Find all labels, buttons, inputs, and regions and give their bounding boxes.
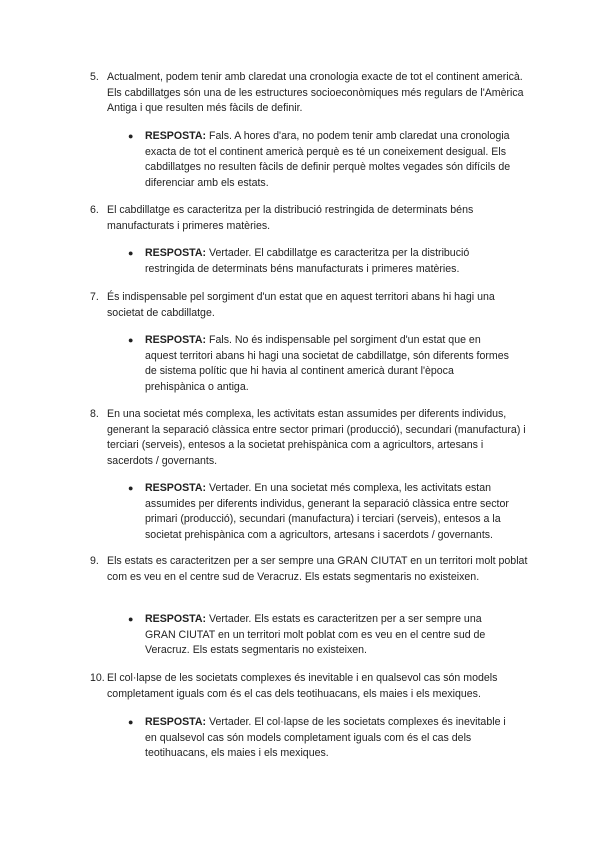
answer-body bbox=[145, 481, 513, 543]
answer-text: Vertader. Els estats es caracteritzen per a ser sempre una GRAN CIUTAT en un territori molt poblat com es veu en el centre sud de Veracruz. Els estats segmentaris no existeixen. bbox=[145, 613, 486, 657]
question-7 bbox=[90, 290, 530, 321]
answer-6 bbox=[128, 246, 513, 277]
answer-8 bbox=[128, 481, 513, 543]
bullet-icon: ● bbox=[128, 614, 134, 624]
question-number: 10. bbox=[90, 672, 105, 684]
answer-text: Vertader. El col·lapse de les societats complexes és inevitable i en qualsevol cas són models completament iguals com és el cas dels teotihuacans, els maies i els mexiques. bbox=[145, 716, 506, 760]
question-8 bbox=[90, 407, 530, 469]
answer-body bbox=[145, 333, 513, 395]
bullet-icon: ● bbox=[128, 248, 134, 258]
answer-label: RESPOSTA: bbox=[145, 334, 207, 346]
answer-body bbox=[145, 612, 513, 659]
answer-5 bbox=[128, 129, 513, 191]
bullet-icon: ● bbox=[128, 131, 134, 141]
question-text: És indispensable pel sorgiment d'un estat que en aquest territori abans hi hagi una societat de cabdillatge. bbox=[107, 291, 495, 319]
bullet-icon: ● bbox=[128, 717, 134, 727]
question-number: 6. bbox=[90, 204, 99, 216]
answer-label: RESPOSTA: bbox=[145, 613, 207, 625]
question-text: Actualment, podem tenir amb claredat una cronologia exacte de tot el continent americà. Els cabdillatges són una de les estructures socioeconòmiques més regulars de l'Amèrica Antiga i que resulten més fàcils de definir. bbox=[107, 71, 524, 115]
question-number: 5. bbox=[90, 71, 99, 83]
answer-10 bbox=[128, 715, 513, 762]
question-number: 7. bbox=[90, 291, 99, 303]
answer-text: Fals. No és indispensable pel sorgiment d'un estat que en aquest territori abans hi hagi una societat de cabdillatge, són diferents formes de sistema polític que hi havia al continent americà durant l'època prehispànica o antiga. bbox=[145, 334, 509, 393]
question-9 bbox=[90, 554, 530, 585]
question-6 bbox=[90, 203, 530, 234]
answer-7 bbox=[128, 333, 513, 395]
answer-label: RESPOSTA: bbox=[145, 247, 207, 259]
answer-text: Vertader. En una societat més complexa, les activitats estan assumides per diferents individus, generant la separació clàssica entre sector primari (producció), secundari (manufactura) i terciari (serveis), entesos a la societat prehispànica com a agricultors, artesans i sacerdots / governants. bbox=[145, 482, 509, 541]
answer-label: RESPOSTA: bbox=[145, 716, 207, 728]
question-text: En una societat més complexa, les activitats estan assumides per diferents individus, generant la separació clàssica entre sector primari (producció), secundari (manufactura) i terciari (serveis), entesos a la societat prehispànica com a agricultors, artesans i sacerdots / governants. bbox=[107, 408, 526, 467]
bullet-icon: ● bbox=[128, 335, 134, 345]
answer-text: Vertader. El cabdillatge es caracteritza per la distribució restringida de determinats béns manufacturats i primeres matèries. bbox=[145, 247, 470, 275]
answer-body bbox=[145, 715, 513, 762]
answer-9 bbox=[128, 612, 513, 659]
question-10 bbox=[90, 671, 530, 702]
answer-label: RESPOSTA: bbox=[145, 130, 207, 142]
question-text: El col·lapse de les societats complexes és inevitable i en qualsevol cas són models completament iguals com és el cas dels teotihuacans, els maies i els mexiques. bbox=[107, 672, 498, 700]
question-number: 9. bbox=[90, 555, 99, 567]
answer-label: RESPOSTA: bbox=[145, 482, 207, 494]
bullet-icon: ● bbox=[128, 483, 134, 493]
question-text: Els estats es caracteritzen per a ser sempre una GRAN CIUTAT en un territori molt poblat com es veu en el centre sud de Veracruz. Els estats segmentaris no existeixen. bbox=[107, 555, 528, 583]
question-number: 8. bbox=[90, 408, 99, 420]
question-text: El cabdillatge es caracteritza per la distribució restringida de determinats béns manufacturats i primeres matèries. bbox=[107, 204, 474, 232]
question-5 bbox=[90, 70, 530, 117]
answer-body bbox=[145, 246, 513, 277]
answer-body bbox=[145, 129, 513, 191]
answer-text: Fals. A hores d'ara, no podem tenir amb claredat una cronologia exacta de tot el continent americà perquè es té un coneixement desigual. Els cabdillatges no resulten fàcils de definir perquè moltes vegades són difícils de diferenciar amb els estats. bbox=[145, 130, 511, 189]
